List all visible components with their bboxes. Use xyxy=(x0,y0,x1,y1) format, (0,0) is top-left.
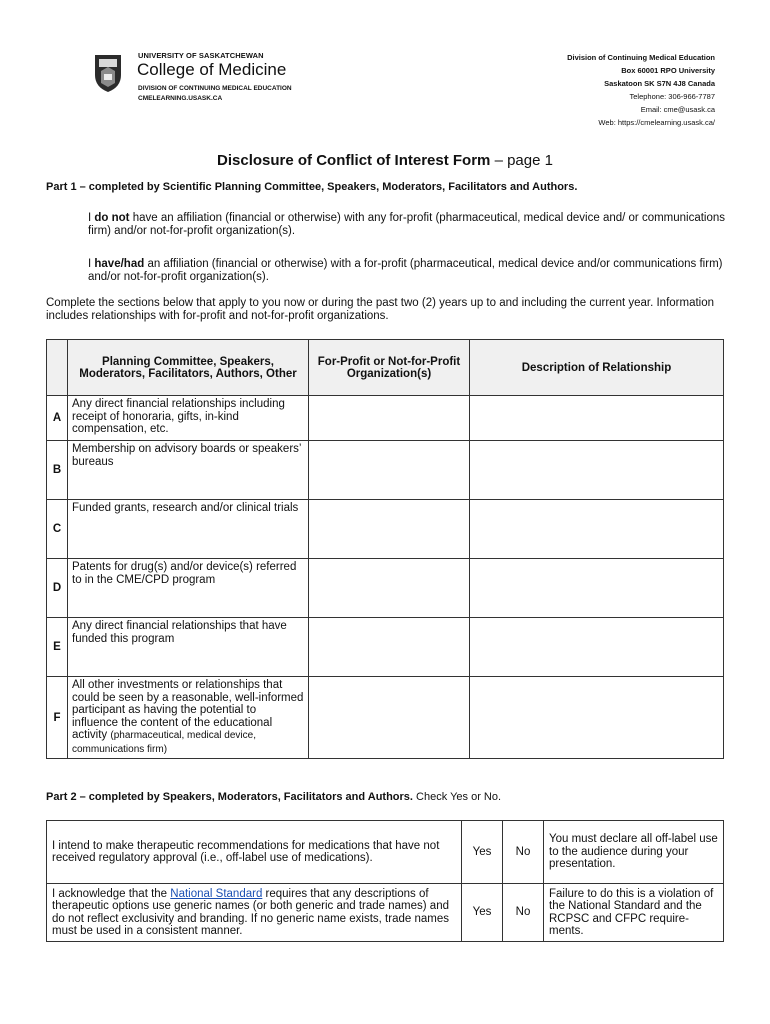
header-blank xyxy=(47,340,68,396)
organization-cell[interactable] xyxy=(309,441,470,500)
description-cell[interactable] xyxy=(470,618,724,677)
option-have-had[interactable] xyxy=(88,258,728,284)
no-option[interactable]: No xyxy=(503,821,544,884)
table-row xyxy=(47,618,724,677)
table-row xyxy=(47,500,724,559)
address-city: Saskatoon SK S7N 4J8 Canada xyxy=(604,79,715,88)
university-crest-logo xyxy=(93,53,123,93)
national-standard-link[interactable]: National Standard xyxy=(170,887,263,900)
form-title xyxy=(0,152,770,169)
row-letter: D xyxy=(47,559,68,618)
row-category-text: All other investments or relationships that could be seen by a reasonable, well-informed participant as having the potential to influence the content of the educational activity xyxy=(72,679,304,741)
description-cell[interactable] xyxy=(470,441,724,500)
description-cell[interactable] xyxy=(470,396,724,441)
table-row xyxy=(47,441,724,500)
option-do-not[interactable] xyxy=(88,212,728,238)
table-row xyxy=(47,396,724,441)
college-name: College of Medicine xyxy=(137,60,287,79)
row-letter: C xyxy=(47,500,68,559)
option-have-had-text: an affiliation (financial or otherwise) with a for-profit (pharmaceutical, medical device and/or communications firm) and/or not-for-profit organization(s). xyxy=(88,258,723,283)
part1-heading: Part 1 – completed by Scientific Planning Committee, Speakers, Moderators, Facilitators and Authors. xyxy=(46,181,578,193)
address-division: Division of Continuing Medical Education xyxy=(567,53,715,62)
university-name: UNIVERSITY OF SASKATCHEWAN xyxy=(138,51,264,60)
address-email[interactable]: Email: cme@usask.ca xyxy=(640,105,715,114)
note-cell: Failure to do this is a violation of the National Standard and the RCPSC and CFPC require-ments. xyxy=(544,884,724,942)
description-cell[interactable] xyxy=(470,559,724,618)
header-description: Description of Relationship xyxy=(470,340,724,396)
row-category: Any direct financial relationships that have funded this program xyxy=(68,618,309,677)
no-option[interactable]: No xyxy=(503,884,544,942)
option-do-not-text: have an affiliation (financial or otherwise) with any for-profit (pharmaceutical, medical device and/ or communications firm) and/or not-for-profit organization(s). xyxy=(88,212,726,237)
option-have-had-bold: have/had xyxy=(94,258,145,270)
option-do-not-bold: do not xyxy=(94,212,130,224)
yes-no-table xyxy=(46,820,724,942)
header-category: Planning Committee, Speakers, Moderators, Facilitators, Authors, Other xyxy=(68,340,309,396)
table-row xyxy=(47,559,724,618)
organization-cell[interactable] xyxy=(309,618,470,677)
form-title-suffix: – page 1 xyxy=(490,152,553,169)
organization-cell[interactable] xyxy=(309,677,470,759)
description-cell[interactable] xyxy=(470,677,724,759)
row-letter: F xyxy=(47,677,68,759)
part2-heading xyxy=(46,791,501,803)
organization-cell[interactable] xyxy=(309,500,470,559)
header-organization: For-Profit or Not-for-Profit Organization(s) xyxy=(309,340,470,396)
instructions-text: Complete the sections below that apply to you now or during the past two (2) years up to and including the current year. Information includes relationships with for-profit and not-for-profit organizations. xyxy=(46,297,715,322)
organization-cell[interactable] xyxy=(309,396,470,441)
disclosure-table xyxy=(46,339,724,760)
description-cell[interactable] xyxy=(470,500,724,559)
note-cell: You must declare all off-label use to the audience during your presentation. xyxy=(544,821,724,884)
yes-option[interactable]: Yes xyxy=(462,821,503,884)
row-category: Patents for drug(s) and/or device(s) referred to in the CME/CPD program xyxy=(68,559,309,618)
row-category xyxy=(68,677,309,759)
statement-post: requires that any descriptions of therapeutic options use generic names (or both generic and trade names) and do not reflect exclusivity and branding. If no generic name exists, trade names must be used in a consistent manner. xyxy=(52,887,449,937)
site-url[interactable]: CMELEARNING.USASK.CA xyxy=(138,95,223,102)
form-title-main: Disclosure of Conflict of Interest Form xyxy=(217,152,491,169)
row-letter: A xyxy=(47,396,68,441)
part2-heading-tail: Check Yes or No. xyxy=(412,791,502,803)
statement-pre: I acknowledge that the xyxy=(52,887,171,900)
yes-option[interactable]: Yes xyxy=(462,884,503,942)
address-telephone: Telephone: 306-966-7787 xyxy=(629,92,715,101)
option-do-not-pre: I xyxy=(88,212,95,224)
table-row xyxy=(47,821,724,884)
statement-cell xyxy=(47,884,462,942)
part2-heading-bold: Part 2 – completed by Speakers, Moderators, Facilitators and Authors. xyxy=(46,791,413,803)
row-category: Membership on advisory boards or speakers’ bureaus xyxy=(68,441,309,500)
row-category: Any direct financial relationships including receipt of honoraria, gifts, in-kind compensation, etc. xyxy=(68,396,309,441)
organization-cell[interactable] xyxy=(309,559,470,618)
row-letter: E xyxy=(47,618,68,677)
row-letter: B xyxy=(47,441,68,500)
table-row xyxy=(47,677,724,759)
option-have-had-pre: I xyxy=(88,258,95,270)
address-web[interactable]: Web: https://cmelearning.usask.ca/ xyxy=(598,118,715,127)
row-category: Funded grants, research and/or clinical trials xyxy=(68,500,309,559)
division-name: DIVISION OF CONTINUING MEDICAL EDUCATION xyxy=(138,85,292,92)
statement-cell: I intend to make therapeutic recommendations for medications that have not received regulatory approval (i.e., off-label use of medications). xyxy=(47,821,462,884)
address-box: Box 60001 RPO University xyxy=(621,66,715,75)
row-category-note: (pharmaceutical, medical device, communications firm) xyxy=(72,730,256,755)
table-row xyxy=(47,884,724,942)
